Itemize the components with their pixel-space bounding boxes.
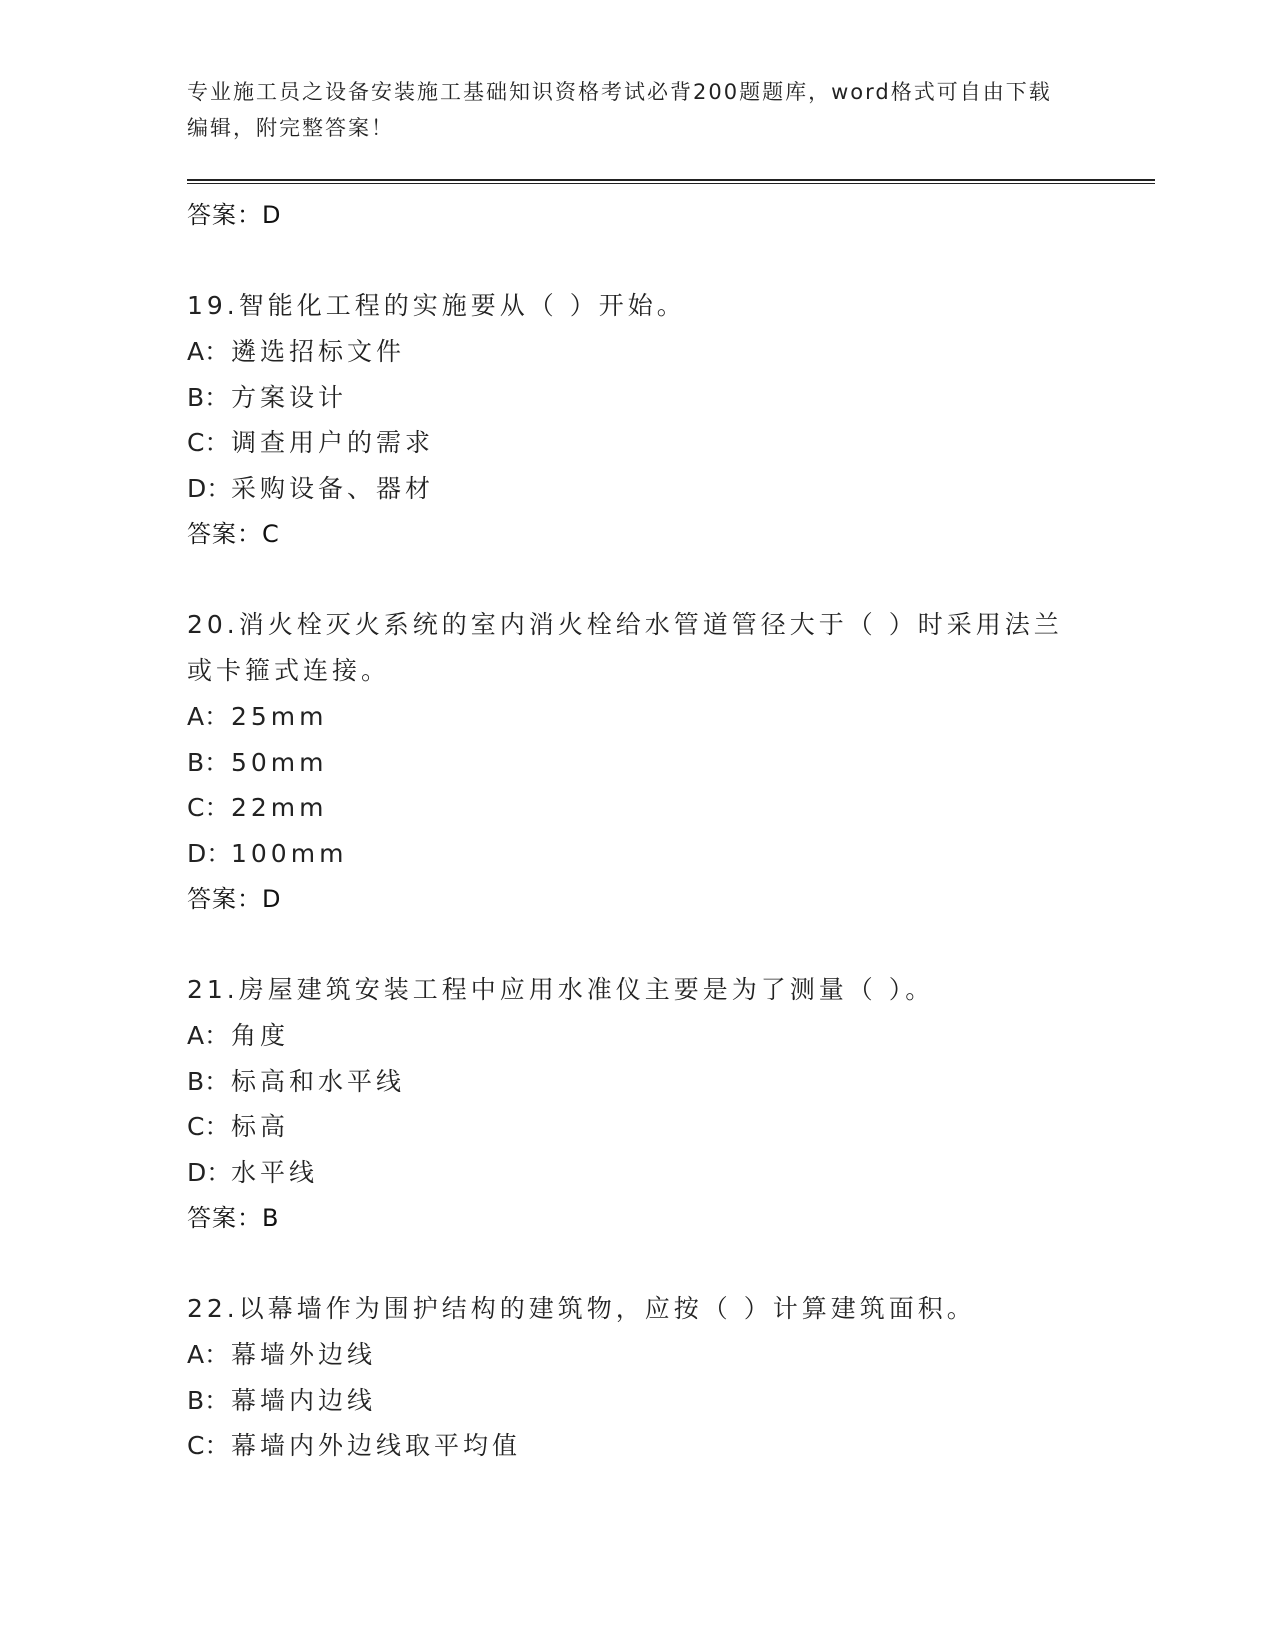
option-text: 25mm — [231, 702, 328, 731]
option-text: 方案设计 — [231, 382, 348, 412]
option-key: B： — [187, 747, 230, 777]
question-19-option-b — [187, 375, 1087, 421]
question-21-stem: 21.房屋建筑安装工程中应用水准仪主要是为了测量（ ）。 — [187, 975, 935, 1004]
question-19-option-a — [187, 329, 1087, 375]
option-key: D： — [187, 1157, 232, 1187]
question-21-option-b — [187, 1059, 1087, 1105]
option-text: 角度 — [231, 1021, 290, 1050]
question-20-stem: 20.消火栓灭火系统的室内消火栓给水管道管径大于（ ）时采用法兰或卡箍式连接。 — [187, 610, 1063, 685]
question-20-option-d — [187, 831, 1087, 877]
spacer — [187, 557, 1087, 602]
option-text: 幕墙外边线 — [231, 1340, 377, 1369]
question-20-option-c — [187, 785, 1087, 831]
option-text: 幕墙内边线 — [231, 1385, 377, 1415]
spacer — [187, 1241, 1087, 1286]
question-22-option-a — [187, 1332, 1087, 1378]
question-21-option-c — [187, 1104, 1087, 1150]
question-20-option-b — [187, 740, 1087, 786]
option-text: 幕墙内外边线取平均值 — [231, 1431, 522, 1460]
option-text: 100mm — [231, 838, 348, 868]
option-key: D： — [187, 838, 232, 868]
question-21-answer: 答案：B — [187, 1204, 280, 1232]
question-19-option-c — [187, 420, 1087, 466]
option-key: B： — [187, 382, 230, 412]
spacer — [187, 238, 1087, 283]
question-22-option-c — [187, 1423, 1087, 1469]
option-text: 遴选招标文件 — [231, 337, 406, 366]
question-19-option-d — [187, 466, 1087, 512]
option-text: 采购设备、器材 — [231, 473, 435, 503]
option-key: B： — [187, 1385, 230, 1415]
question-21-option-a — [187, 1013, 1087, 1059]
question-21-option-d — [187, 1150, 1087, 1196]
option-key: C： — [187, 428, 230, 457]
option-key: C： — [187, 1112, 230, 1141]
option-text: 水平线 — [231, 1157, 319, 1187]
option-key: C： — [187, 793, 230, 822]
document-header: 专业施工员之设备安装施工基础知识资格考试必背200题题库，word格式可自由下载编辑，附完整答案！ — [187, 80, 1052, 140]
option-key: A： — [187, 702, 230, 731]
question-22-stem: 22.以幕墙作为围护结构的建筑物，应按（ ）计算建筑面积。 — [187, 1294, 976, 1323]
question-20-option-a — [187, 694, 1087, 740]
previous-answer: 答案：D — [187, 201, 282, 229]
option-key: A： — [187, 337, 230, 366]
option-text: 标高 — [231, 1112, 290, 1141]
spacer — [187, 922, 1087, 967]
option-text: 标高和水平线 — [231, 1066, 406, 1096]
question-19-answer: 答案：C — [187, 520, 280, 548]
option-text: 50mm — [231, 747, 328, 777]
question-22-option-b — [187, 1378, 1087, 1424]
option-key: A： — [187, 1340, 230, 1369]
option-key: B： — [187, 1066, 230, 1096]
option-key: C： — [187, 1431, 230, 1460]
header-divider — [187, 179, 1155, 184]
question-19-stem: 19.智能化工程的实施要从（ ）开始。 — [187, 291, 686, 320]
option-text: 22mm — [231, 793, 328, 822]
option-key: A： — [187, 1021, 230, 1050]
option-key: D： — [187, 473, 232, 503]
option-text: 调查用户的需求 — [231, 428, 435, 457]
question-20-answer: 答案：D — [187, 885, 282, 913]
question-list — [187, 192, 1087, 1469]
